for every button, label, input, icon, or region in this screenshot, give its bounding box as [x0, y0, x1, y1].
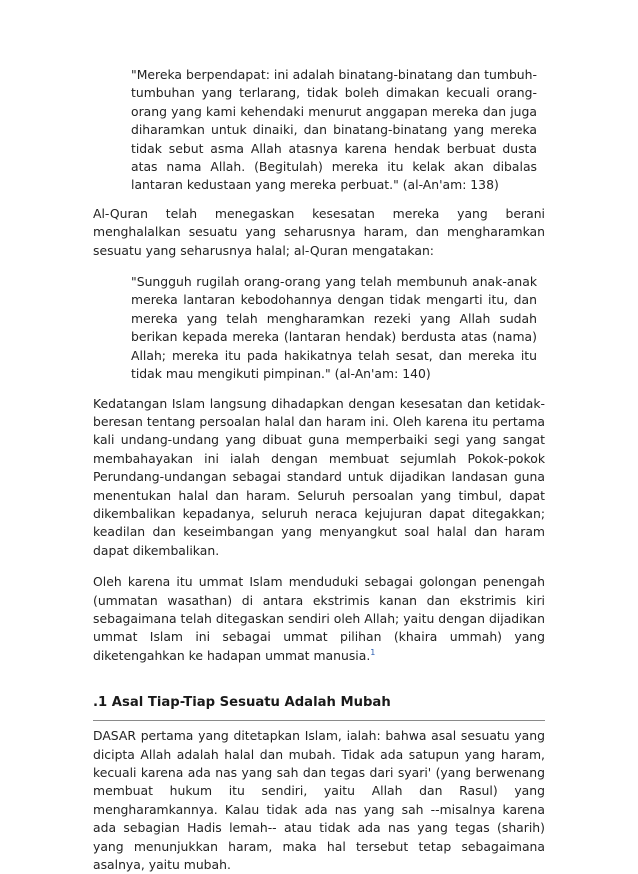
- footnote-reference[interactable]: 1: [370, 647, 376, 657]
- section-heading: .1 Asal Tiap-Tiap Sesuatu Adalah Mubah: [93, 695, 391, 711]
- quote-al-anam-140: "Sungguh rugilah orang-orang yang telah membunuh anak-anak mereka lantaran kebodohannya dengan tidak mengarti itu, dan mereka yang telah mengharamkan rezeki yang Allah sudah berikan kepada mereka (lantaran hendak) berdusta atas (nama) Allah; mereka itu pada hakikatnya telah sesat, dan mereka itu tidak mau mengikuti pimpinan." (al-An'am: 140): [131, 274, 537, 382]
- footnote-divider: [93, 720, 545, 721]
- paragraph-kedatangan-islam: Kedatangan Islam langsung dihadapkan dengan kesesatan dan ketidak-beresan tentang persoalan halal dan haram ini. Oleh karena itu pertama kali undang-undang yang dibuat guna memperbaiki segi yang sangat membahayakan ini ialah dengan membuat sejumlah Pokok-pokok Perundang-undangan sebagai standard untuk dijadikan landasan guna menentukan halal dan haram. Seluruh persoalan yang timbul, dapat dikembalikan kepadanya, seluruh neraca kejujuran dapat ditegakkan; keadilan dan keseimbangan yang menyangkut soal halal dan haram dapat dikembalikan.: [93, 395, 545, 558]
- paragraph-ummatan-wasathan-text: Oleh karena itu ummat Islam menduduki sebagai golongan penengah (ummatan wasathan) di antara ekstrimis kanan dan ekstrimis kiri sebagaimana telah ditegaskan sendiri oleh Allah; yaitu dengan dijadikan ummat Islam ini sebagai ummat pilihan (khaira ummah) yang diketengahkan ke hadapan ummat manusia.: [93, 574, 545, 663]
- paragraph-ummatan-wasathan: [93, 573, 545, 665]
- paragraph-dasar-pertama: DASAR pertama yang ditetapkan Islam, ialah: bahwa asal sesuatu yang dicipta Allah adalah halal dan mubah. Tidak ada satupun yang haram, kecuali karena ada nas yang sah dan tegas dari syari' (yang berwenang membuat hukum itu sendiri, yaitu Allah dan Rasul) yang mengharamkannya. Kalau tidak ada nas yang sah --misalnya karena ada sebagian Hadis lemah-- atau tidak ada nas yang tegas (sharih) yang menunjukkan haram, maka hal tersebut tetap sebagaimana asalnya, yaitu mubah.: [93, 728, 545, 873]
- paragraph-kesesatan: Al-Quran telah menegaskan kesesatan mereka yang berani menghalalkan sesuatu yang seharusnya haram, dan mengharamkan sesuatu yang seharusnya halal; al-Quran mengatakan:: [93, 205, 545, 258]
- quote-al-anam-138: "Mereka berpendapat: ini adalah binatang-binatang dan tumbuh-tumbuhan yang terlarang, tidak boleh dimakan kecuali orang-orang yang kami kehendaki menurut anggapan mereka dan juga diharamkan untuk dinaiki, dan binatang-binatang yang mereka tidak sebut asma Allah atasnya karena hendak berbuat dusta atas nama Allah. (Begitulah) mereka itu kelak akan dibalas lantaran kedustaan yang mereka perbuat." (al-An'am: 138): [131, 67, 537, 193]
- document-page: [93, 66, 545, 874]
